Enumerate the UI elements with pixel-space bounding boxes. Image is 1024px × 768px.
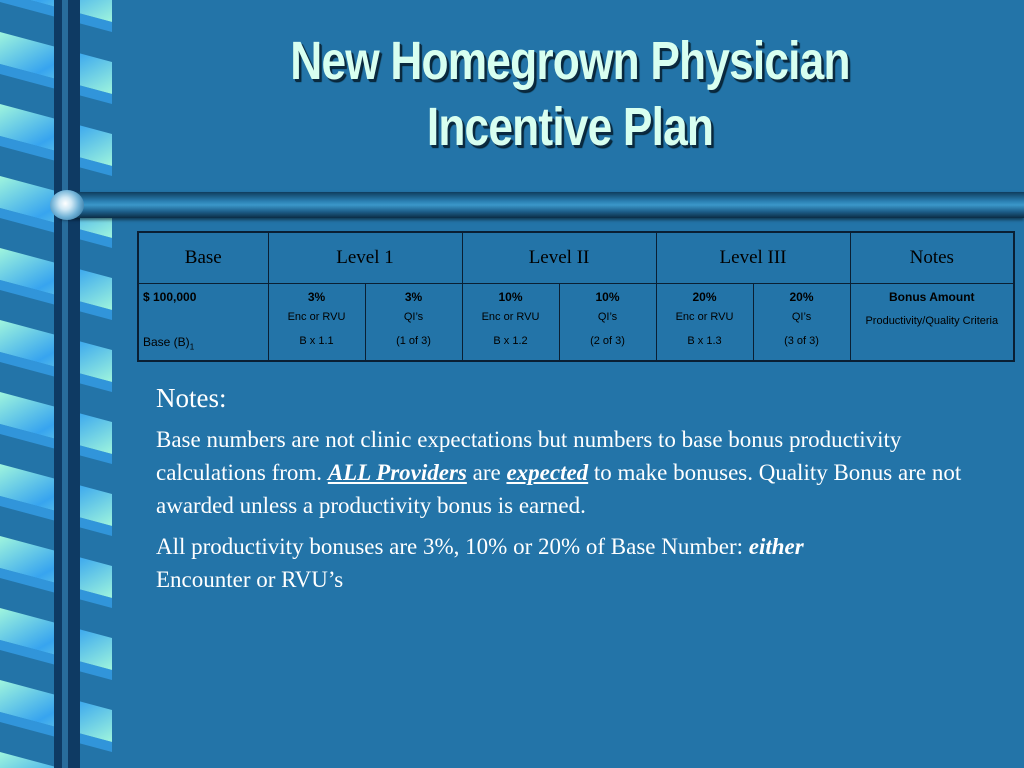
type-cell: QI’s [559, 311, 656, 335]
formula-cell: B x 1.3 [656, 335, 753, 361]
notes-p2-text-b: Encounter or RVU’s [156, 567, 344, 592]
base-empty-cell [138, 311, 268, 335]
percent-cell: 20% [656, 284, 753, 311]
expected-emphasis: expected [506, 460, 589, 485]
type-cell: Enc or RVU [268, 311, 365, 335]
notes-section [156, 382, 996, 604]
notes-bonus-amount: Bonus Amount [850, 284, 1014, 311]
divider-rod [60, 192, 1024, 218]
base-label-footnote: 1 [189, 342, 195, 352]
table-row [138, 284, 1014, 311]
percent-cell: 10% [462, 284, 559, 311]
incentive-table [137, 231, 1015, 362]
type-cell: QI’s [753, 311, 850, 335]
header-base: Base [138, 232, 268, 284]
ribbon-pole-highlight [62, 0, 68, 768]
notes-paragraph-1 [156, 423, 996, 522]
title-line-1: New Homegrown Physician [290, 31, 850, 91]
header-level-1: Level 1 [268, 232, 462, 284]
formula-cell: B x 1.2 [462, 335, 559, 361]
type-cell: Enc or RVU [462, 311, 559, 335]
notes-criteria: Productivity/Quality Criteria [850, 311, 1014, 361]
table-row [138, 311, 1014, 335]
rod-knob-icon [50, 190, 84, 220]
notes-p1-text-c: to make bonuses. Quality Bonus are not awarded unless a productivity bonus is earned. [156, 460, 962, 518]
percent-cell: 20% [753, 284, 850, 311]
type-cell: Enc or RVU [656, 311, 753, 335]
notes-p2-text-a: All productivity bonuses are 3%, 10% or 20% of Base Number: [156, 534, 749, 559]
percent-cell: 3% [365, 284, 462, 311]
ribbon-decoration [0, 0, 112, 768]
base-label-text: Base (B) [143, 334, 190, 349]
formula-cell: (3 of 3) [753, 335, 850, 361]
notes-p1-text-b: are [466, 460, 507, 485]
formula-cell: (2 of 3) [559, 335, 656, 361]
notes-heading: Notes: [156, 383, 227, 413]
percent-cell: 3% [268, 284, 365, 311]
either-emphasis: either [748, 534, 804, 559]
header-notes: Notes [850, 232, 1014, 284]
formula-cell: B x 1.1 [268, 335, 365, 361]
all-providers-emphasis: ALL Providers [327, 460, 467, 485]
notes-p1-text-a: Base numbers are not clinic expectations but numbers to base bonus productivity calculations from. [156, 427, 902, 485]
table-header-row [138, 232, 1014, 284]
header-level-3: Level III [656, 232, 850, 284]
base-label [138, 335, 268, 361]
slide-title [226, 28, 915, 160]
notes-paragraph-2 [156, 530, 996, 596]
type-cell: QI’s [365, 311, 462, 335]
title-line-2: Incentive Plan [426, 97, 714, 157]
formula-cell: (1 of 3) [365, 335, 462, 361]
base-amount: $ 100,000 [138, 284, 268, 311]
header-level-2: Level II [462, 232, 656, 284]
percent-cell: 10% [559, 284, 656, 311]
